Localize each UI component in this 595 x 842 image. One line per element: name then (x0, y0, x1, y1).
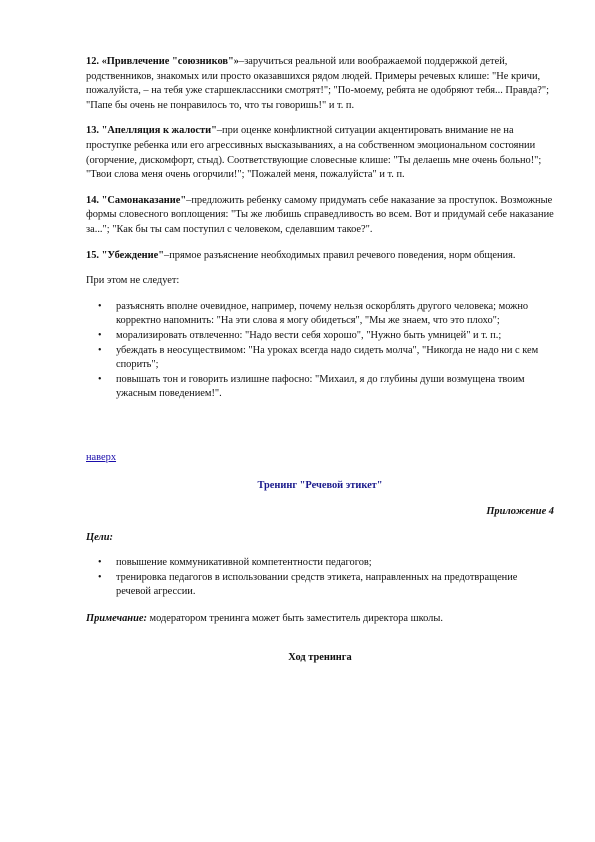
item-14-text: –предложить ребенку самому придумать себе наказание за проступок. Возможные формы словесного воплощения: "Ты же любишь справедливость во всем. Вот и придумай себе наказание за..."; "Как бы ты сам поступил с человеком, сделавшим такое?". (86, 194, 554, 235)
item-12-number: 12. (86, 56, 99, 67)
appendix-label: Приложение 4 (486, 506, 554, 518)
item-14-term: "Самонаказание" (101, 194, 187, 206)
item-13-text: –при оценке конфликтной ситуации акцентировать внимание не на проступке ребенка или его агрессивных высказываниях, а на собственном эмоциональном состоянии (огорчение, дискомфорт, стыд). Соответствующие словесные клише: "Ты делаешь мне очень больно!"; "Твои слова меня очень огорчили!"; "Пожалей меня, пожалуйста" и т. п. (86, 125, 542, 181)
item-13 (86, 124, 554, 182)
item-14-number: 14. (86, 194, 99, 206)
goals-list (86, 556, 554, 600)
item-12 (86, 55, 554, 113)
top-link[interactable]: наверх (86, 451, 117, 463)
item-15-number: 15. (86, 249, 99, 261)
goals-label: Цели: (86, 531, 114, 543)
training-title: Тренинг "Речевой этикет" (257, 480, 383, 492)
item-15-term: "Убеждение" (101, 249, 165, 261)
list-item: • разъяснять вполне очевидное, например, почему нельзя оскорблять другого человека; можно корректно напомнить: "На эти слова я могу обидеться", "Мы же знаем, что это плохо"; (116, 300, 554, 329)
item-15 (86, 249, 554, 264)
item-15-text: –прямое разъяснение необходимых правил речевого поведения, норм общения. (164, 249, 516, 261)
document-page (86, 55, 554, 676)
item-14 (86, 194, 554, 238)
list-item: • убеждать в неосуществимом: "На уроках всегда надо сидеть молча", "Никогда не надо ни с кем спорить"; (116, 344, 554, 373)
top-link-line (86, 451, 554, 466)
should-not-list (86, 300, 554, 402)
item-13-number: 13. (86, 125, 99, 137)
should-not-intro: При этом не следует: (86, 275, 180, 287)
item-13-term: "Апелляция к жалости" (101, 125, 217, 137)
item-12-term: «Привлечение "союзников"» (101, 56, 239, 67)
list-item: • тренировка педагогов в использовании средств этикета, направленных на предотвращение речевой агрессии. (116, 571, 554, 600)
list-item: • морализировать отвлеченно: "Надо вести себя хорошо", "Нужно быть умницей" и т. п.; (116, 329, 554, 344)
list-item: • повышение коммуникативной компетентности педагогов; (116, 556, 554, 571)
list-item: • повышать тон и говорить излишне пафосно: "Михаил, я до глубины души возмущена твоим ужасным поведением!". (116, 373, 554, 402)
progress-heading: Ход тренинга (288, 651, 352, 663)
note-text: модератором тренинга может быть заместитель директора школы. (146, 613, 443, 625)
item-12-text: –заручиться реальной или воображаемой поддержкой детей, родственников, знакомых или просто оказавшихся рядом людей. Примеры речевых клише: "Не кричи, пожалуйста, – на тебя уже старшеклассники смотрят!"; "По-моему, ребята не одобряют тебя... Правда?"; "Папе бы очень не понравилось то, что ты говоришь!" и т. п. (86, 56, 549, 111)
note (86, 612, 554, 627)
note-label: Примечание: (86, 613, 147, 625)
